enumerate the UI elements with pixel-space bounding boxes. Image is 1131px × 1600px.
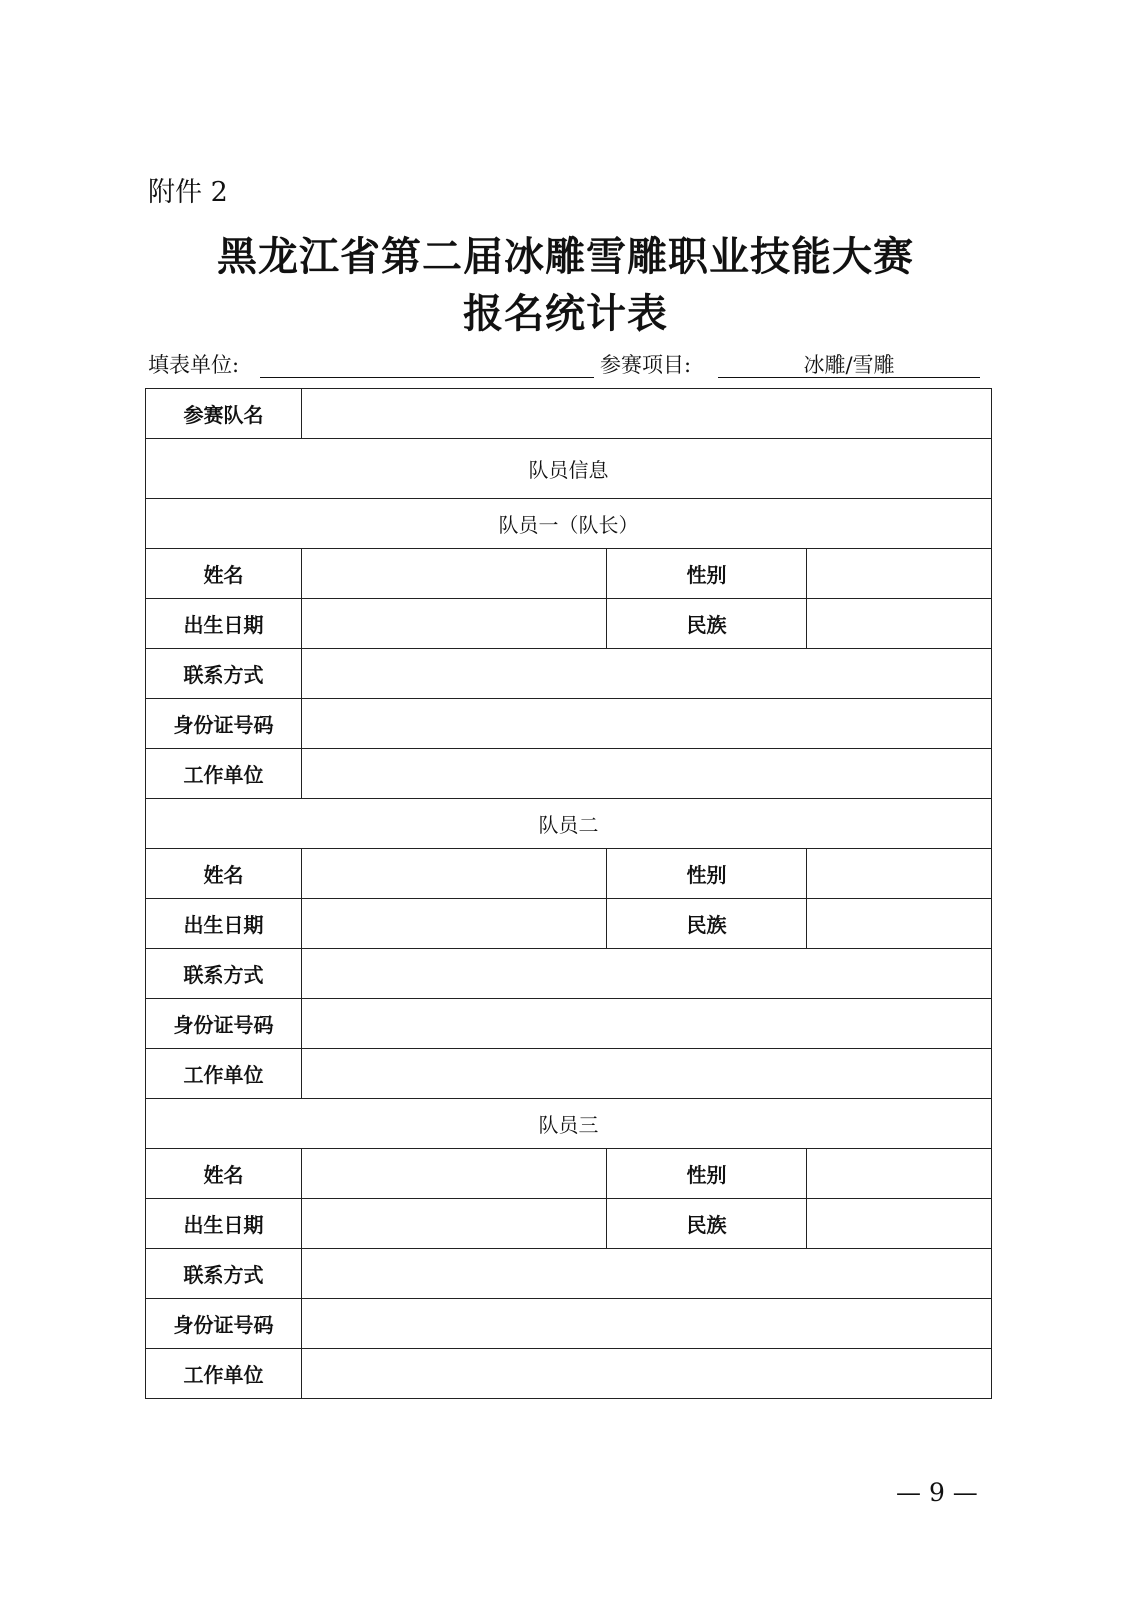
member-name-row — [146, 1149, 992, 1199]
member-birth-row — [146, 1199, 992, 1249]
member-contact-row — [146, 1249, 992, 1299]
contact-cell[interactable] — [302, 649, 992, 699]
member-contact-row — [146, 649, 992, 699]
birth-label: 出生日期 — [146, 899, 302, 949]
member-id-row — [146, 699, 992, 749]
ethnicity-label: 民族 — [607, 599, 807, 649]
member-birth-row — [146, 599, 992, 649]
team-name-label: 参赛队名 — [146, 389, 302, 439]
ethnicity-label: 民族 — [607, 899, 807, 949]
gender-label: 性别 — [607, 549, 807, 599]
name-cell[interactable] — [302, 549, 607, 599]
document-title: 黑龙江省第二届冰雕雪雕职业技能大赛 — [217, 233, 914, 280]
name-label: 姓名 — [146, 1149, 302, 1199]
id-number-cell[interactable] — [302, 1299, 992, 1349]
form-meta-row — [148, 349, 988, 383]
birth-label: 出生日期 — [146, 1199, 302, 1249]
page-number: — 9 — — [896, 1478, 978, 1507]
work-unit-cell[interactable] — [302, 1049, 992, 1099]
member-header: 队员二 — [146, 799, 992, 849]
ethnicity-label: 民族 — [607, 1199, 807, 1249]
gender-label: 性别 — [607, 1149, 807, 1199]
name-cell[interactable] — [302, 849, 607, 899]
contact-label: 联系方式 — [146, 649, 302, 699]
document-subtitle: 报名统计表 — [463, 290, 668, 337]
member-header: 队员一（队长） — [146, 499, 992, 549]
ethnicity-cell[interactable] — [807, 599, 992, 649]
id-number-label: 身份证号码 — [146, 999, 302, 1049]
project-value: 冰雕/雪雕 — [803, 353, 895, 377]
gender-cell[interactable] — [807, 1149, 992, 1199]
id-number-label: 身份证号码 — [146, 699, 302, 749]
unit-label: 填表单位: — [148, 353, 240, 377]
member-work-row — [146, 749, 992, 799]
member-name-row — [146, 549, 992, 599]
member-name-row — [146, 849, 992, 899]
id-number-cell[interactable] — [302, 999, 992, 1049]
birth-cell[interactable] — [302, 1199, 607, 1249]
name-label: 姓名 — [146, 849, 302, 899]
registration-table — [145, 388, 992, 1399]
member-id-row — [146, 1299, 992, 1349]
member-header: 队员三 — [146, 1099, 992, 1149]
name-cell[interactable] — [302, 1149, 607, 1199]
work-unit-label: 工作单位 — [146, 1049, 302, 1099]
gender-cell[interactable] — [807, 549, 992, 599]
birth-cell[interactable] — [302, 899, 607, 949]
work-unit-cell[interactable] — [302, 1349, 992, 1399]
member-work-row — [146, 1049, 992, 1099]
members-info-header: 队员信息 — [146, 439, 992, 499]
attachment-label: 附件 2 — [148, 177, 228, 208]
contact-cell[interactable] — [302, 949, 992, 999]
work-unit-cell[interactable] — [302, 749, 992, 799]
ethnicity-cell[interactable] — [807, 899, 992, 949]
member-id-row — [146, 999, 992, 1049]
birth-label: 出生日期 — [146, 599, 302, 649]
gender-label: 性别 — [607, 849, 807, 899]
name-label: 姓名 — [146, 549, 302, 599]
gender-cell[interactable] — [807, 849, 992, 899]
id-number-label: 身份证号码 — [146, 1299, 302, 1349]
member-birth-row — [146, 899, 992, 949]
member-header-row — [146, 499, 992, 549]
ethnicity-cell[interactable] — [807, 1199, 992, 1249]
team-name-row — [146, 389, 992, 439]
contact-label: 联系方式 — [146, 949, 302, 999]
member-contact-row — [146, 949, 992, 999]
contact-label: 联系方式 — [146, 1249, 302, 1299]
work-unit-label: 工作单位 — [146, 749, 302, 799]
contact-cell[interactable] — [302, 1249, 992, 1299]
member-header-row — [146, 1099, 992, 1149]
unit-field[interactable] — [260, 377, 594, 378]
members-info-row — [146, 439, 992, 499]
birth-cell[interactable] — [302, 599, 607, 649]
work-unit-label: 工作单位 — [146, 1349, 302, 1399]
team-name-cell[interactable] — [302, 389, 992, 439]
id-number-cell[interactable] — [302, 699, 992, 749]
member-work-row — [146, 1349, 992, 1399]
project-label: 参赛项目: — [600, 353, 692, 377]
member-header-row — [146, 799, 992, 849]
